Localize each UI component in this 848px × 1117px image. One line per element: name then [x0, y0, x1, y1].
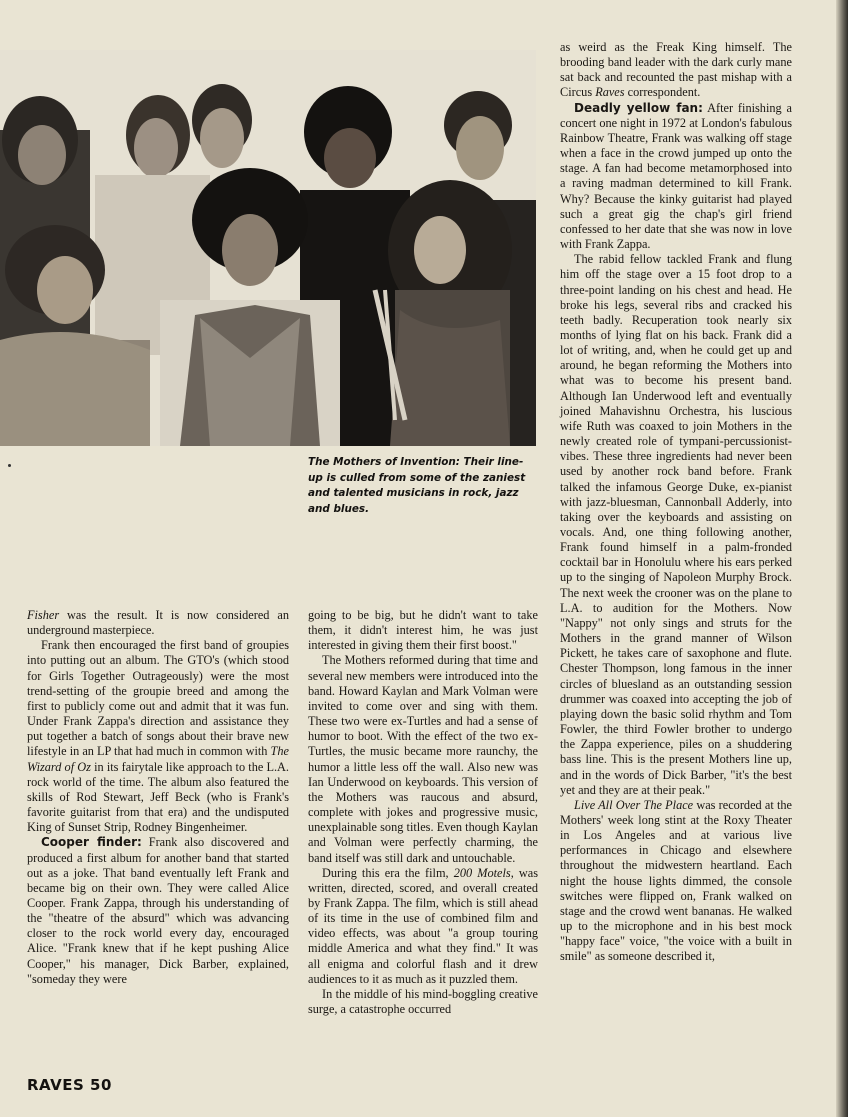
photo-caption: The Mothers of Invention: Their line-up is culled from some of the zaniest and talented musicians in rock, jazz and blues.	[308, 456, 526, 515]
page-footer: RAVES 50	[27, 1076, 112, 1094]
paragraph: The rabid fellow tackled Frank and flung him off the stage over a 15 foot drop to a three-point landing on his chest and head. He broke his legs, several ribs and cracked his teeth badly. Recuperation took nearly six months of lying flat on his back. Frank did a lot of writing, and, when he could get up and around, he began reforming the Mothers into what was to become his present band. Although Ian Underwood left and eventually joined Mahavishnu Orchestra, his luscious wife Ruth was coaxed to join Mothers in the newly created role of tympani-percussionist-vibes. These three ingredients had never been used by another rock band before. Frank talked the infamous George Duke, ex-pianist with jazz-bluesman, Cannonball Adderly, into taking over the keyboards and assisting on vocals. And, one thing following another, Frank found himself in a palm-fronded cocktail bar in Honolulu where his ears perked up to the singing of Napoleon Murphy Brock. The next week the crooner was on the plane to L.A. to audition for the Mothers. Now "Nappy" not only sings and struts for the Mothers in the grand manner of Wilson Pickett, he takes care of saxophone and flute. Chester Thompson, long famous in the inner circles of bluesland as an outstanding session drummer was coaxed into accepting the job of playing down the basic solid rhythm and Tom Fowler, the third Fowler brother to undergo the Zappa experience, piles on a shuddering bass line. This is the present Mothers line up, and in the words of Dick Barber, "it's the best yet and they are at their peak."	[560, 252, 792, 797]
paragraph: as weird as the Freak King himself. The brooding band leader with the dark curly mane sat back and recounted the past mishap with a Circus Raves correspondent.	[560, 40, 792, 100]
band-photo-illustration	[0, 50, 536, 446]
band-photo	[0, 50, 536, 446]
paragraph: The Mothers reformed during that time and several new members were introduced into the band. Howard Kaylan and Mark Volman were invited to come over and sing with them. These two were ex-Turtles and had a sense of humor to boot. With the effect of the two ex-Turtles, the music became more raunchy, the humor a little less off the wall. Also new was Ian Underwood on keyboards. This version of the Mothers was raucous and absurd, complete with jokes and progressive music, unexplainable song titles. Even though Kaylan and Volman were perfectly charming, the band itself was still dark and untouchable.	[308, 653, 538, 865]
paragraph: Deadly yellow fan: After finishing a concert one night in 1972 at London's fabulous Rainbow Theatre, Frank was walking off stage when a face in the crowd jumped up onto the stage. A fan had become metamorphosed into a raving madman determined to kill Frank. Why? Because the kinky guitarist had played such a great gig the chap's girl friend confessed to her date that she was now in love with Frank Zappa.	[560, 100, 792, 252]
paragraph: going to be big, but he didn't want to take them, it didn't interest him, he was just interested in giving them their first boost."	[308, 608, 538, 653]
paragraph: Live All Over The Place was recorded at the Mothers' week long stint at the Roxy Theater in Los Angeles and at various live performances in Chicago and elsewhere throughout the midwestern heartland. Each night the house lights dimmed, the console switches were flipped on, Frank walked on stage and the crowd went bananas. He walked up to the microphone and in his best mock "happy face" voice, "the voice with a built in smile" as someone described it,	[560, 797, 792, 964]
paragraph: Cooper finder: Frank also discovered and produced a first album for another band that started out as a joke. That band eventually left Frank and became big on their own. They were called Alice Cooper. Frank Zappa, through his understanding of the "theatre of the absurd" which was advancing closer to the rock world every day, encouraged Alice. "Frank knew that if he kept pushing Alice Cooper," his manager, Dick Barber, explained, "someday they were	[27, 835, 289, 986]
paragraph: Frank then encouraged the first band of groupies into putting out an album. The GTO's (which stood for Girls Together Outrageously) were the most trend-setting of the groupie breed and among the first to publicly come out and admit that it was fun. Under Frank Zappa's direction and assistance they put together a batch of songs about their brave new lifestyle in an LP that had much in common with The Wizard of Oz in its fairytale like approach to the L.A. rock world of the time. The album also featured the skills of Rod Stewart, Jeff Beck (who is Frank's favorite guitarist from that era) and the undisputed King of Sunset Strip, Rodney Bingenheimer.	[27, 638, 289, 835]
paragraph: During this era the film, 200 Motels, was written, directed, scored, and overall created by Frank Zappa. The film, which is still ahead of its time in the use of combined film and video effects, was about "a group touring middle America and what they find." It was all enigma and colorful flash and it drew audiences to it as much as it puzzled them.	[308, 865, 538, 986]
column-1	[27, 608, 289, 987]
subhead: Deadly yellow fan:	[574, 100, 703, 115]
page-speck	[8, 464, 11, 467]
paragraph: Fisher was the result. It is now considered an underground masterpiece.	[27, 608, 289, 638]
column-2	[308, 608, 538, 1017]
subhead: Cooper finder:	[41, 835, 142, 850]
page-edge-shadow	[836, 0, 848, 1117]
column-3	[560, 40, 792, 965]
paragraph: In the middle of his mind-boggling creative surge, a catastrophe occurred	[308, 986, 538, 1017]
